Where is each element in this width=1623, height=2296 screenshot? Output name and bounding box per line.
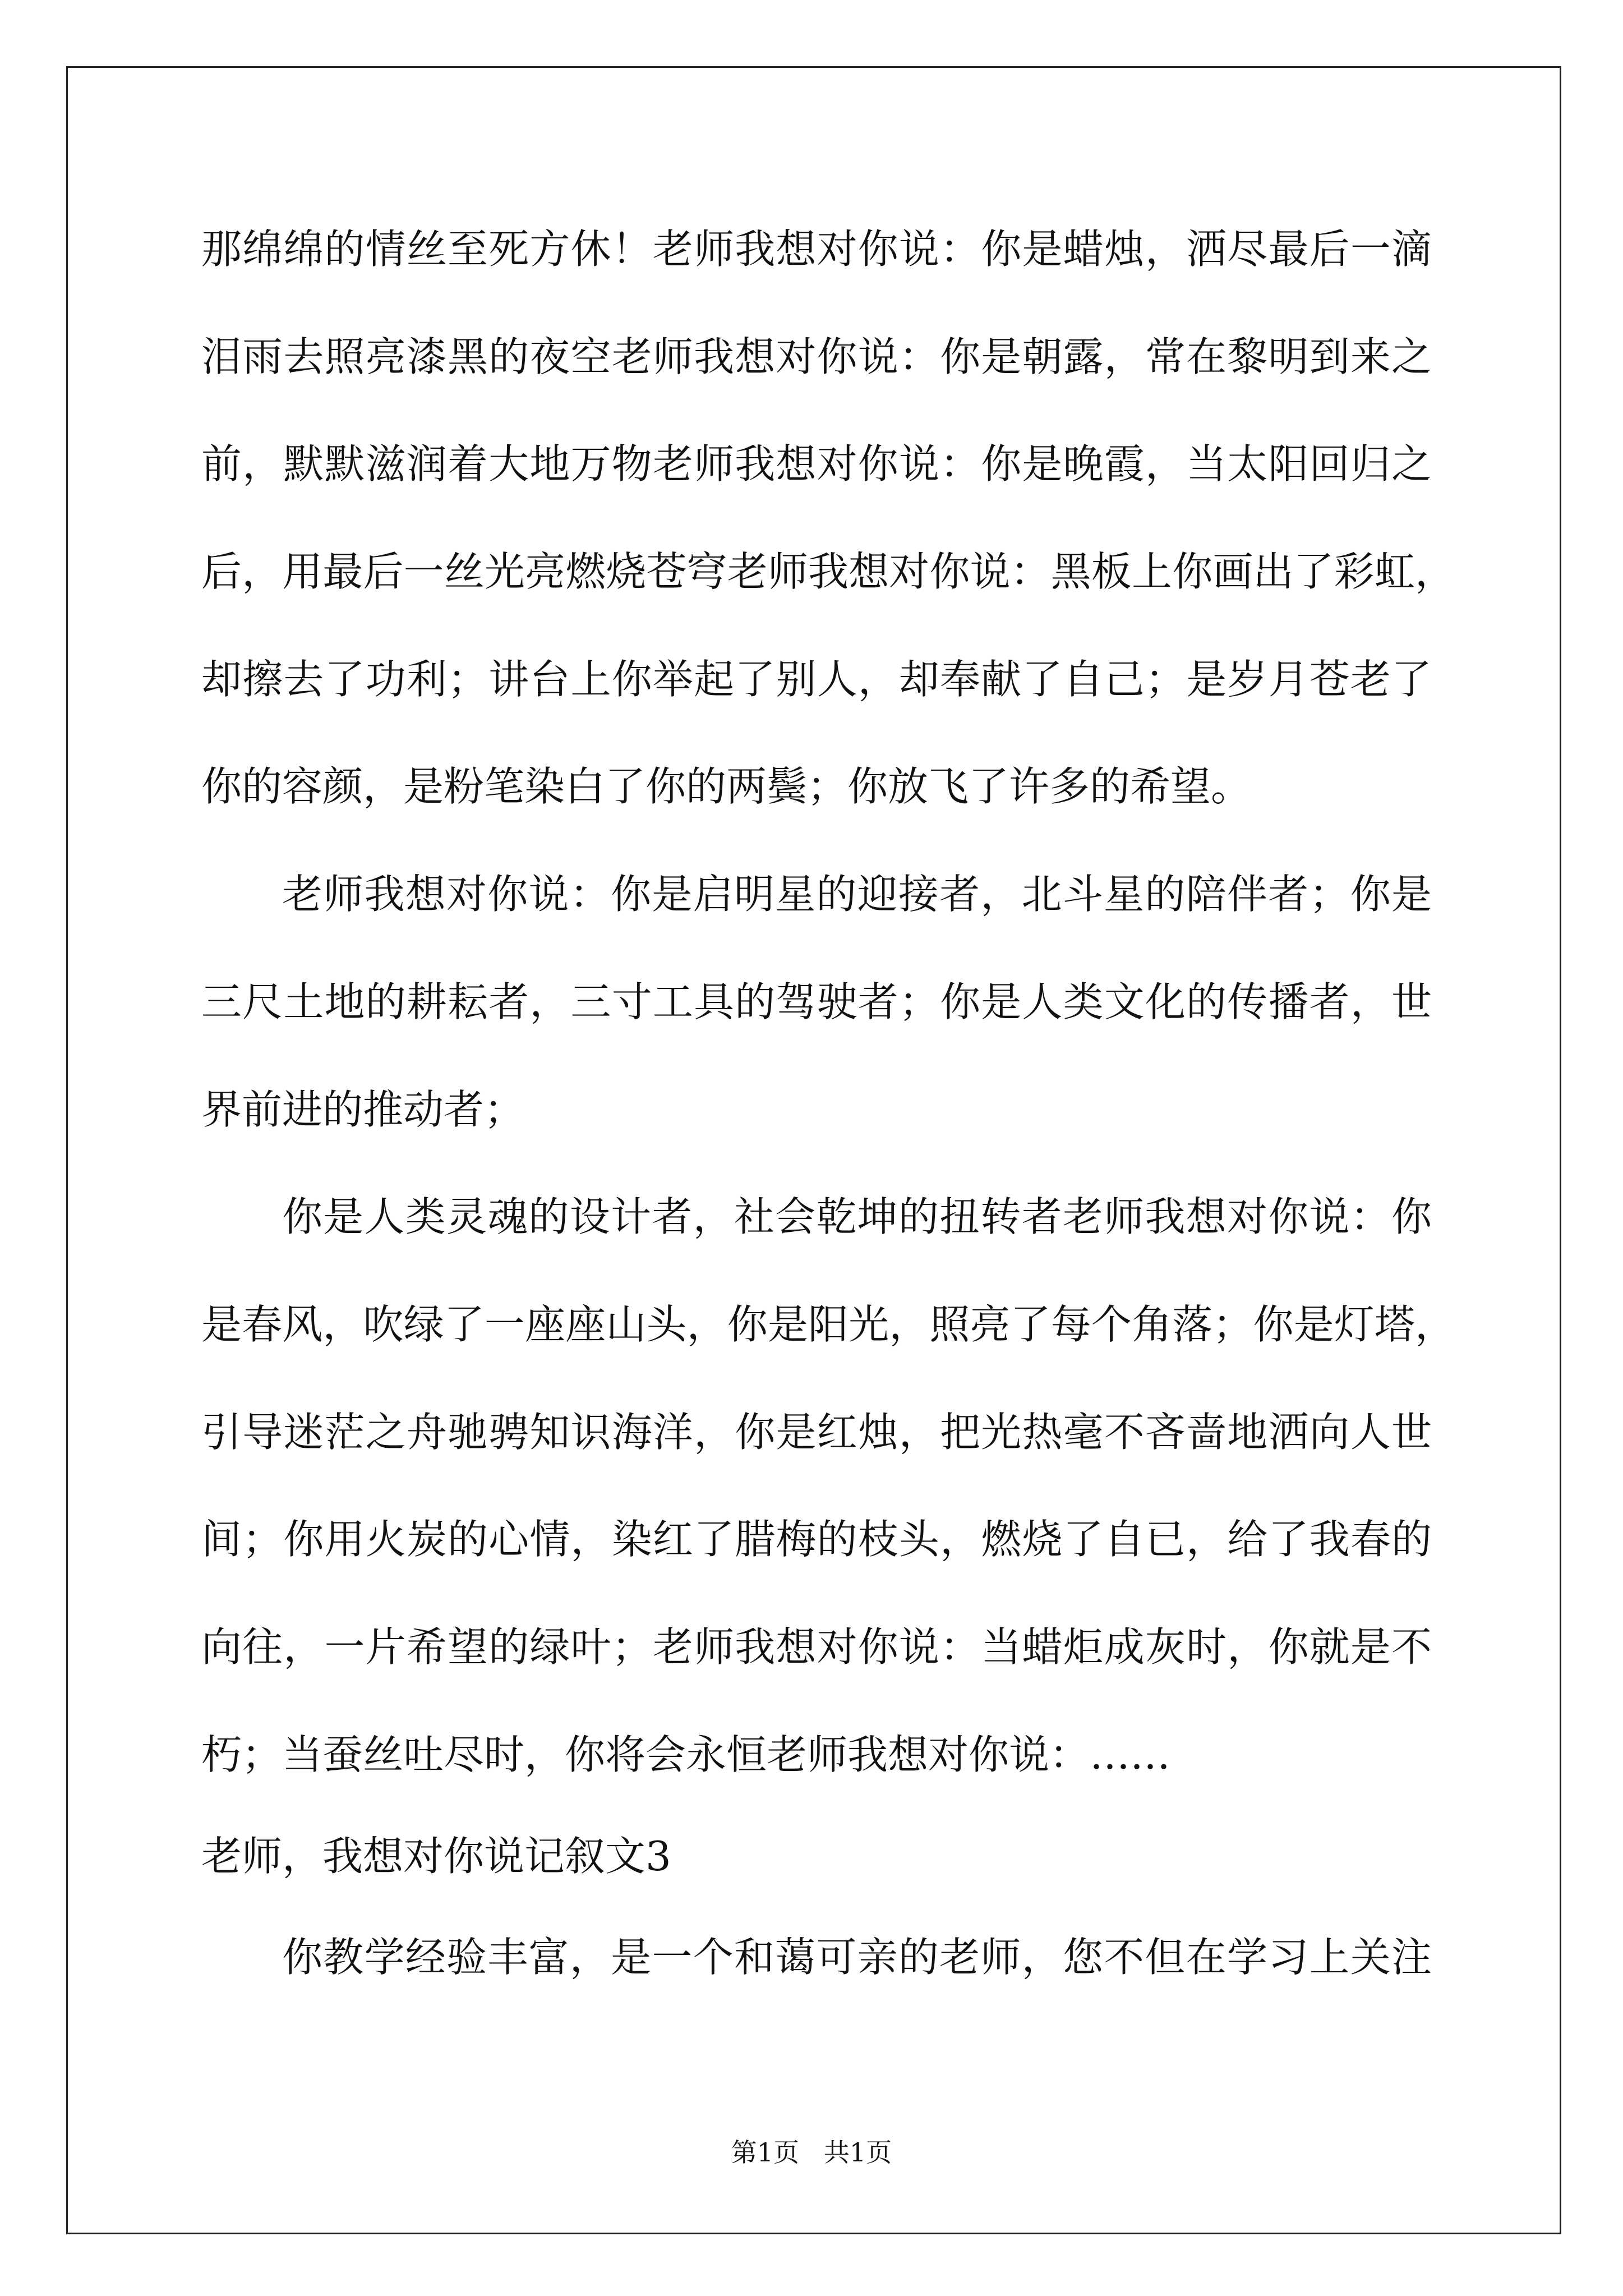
paragraph-1 <box>201 196 1491 841</box>
page-footer: 第1页 共1页 <box>731 2137 892 2168</box>
text-line: 后，用最后一丝光亮燃烧苍穹老师我想对你说：黑板上你画出了彩虹， <box>201 548 1455 596</box>
text-line: 你教学经验丰富，是一个和蔼可亲的老师，您不但在学习上关注 <box>282 1934 1432 1981</box>
text-line: 你是人类灵魂的设计者，社会乾坤的扭转者老师我想对你说：你 <box>282 1193 1432 1241</box>
text-line: 前，默默滋润着大地万物老师我想对你说：你是晚霞，当太阳回归之 <box>201 440 1432 488</box>
text-line: 老师我想对你说：你是启明星的迎接者，北斗星的陪伴者；你是 <box>282 871 1432 918</box>
text-line: 泪雨去照亮漆黑的夜空老师我想对你说：你是朝露，常在黎明到来之 <box>201 333 1432 380</box>
section-heading: 老师，我想对你说记叙文3 <box>201 1833 671 1880</box>
document-body <box>201 196 1491 2012</box>
text-line: 引导迷茫之舟驰骋知识海洋，你是红烛，把光热毫不吝啬地洒向人世 <box>201 1408 1432 1456</box>
paragraph-2 <box>201 841 1491 1163</box>
text-line: 你的容颜，是粉笔染白了你的两鬓；你放飞了许多的希望。 <box>201 763 1252 811</box>
text-line: 向往，一片希望的绿叶；老师我想对你说：当蜡炬成灰时，你就是不 <box>201 1623 1432 1671</box>
text-line: 朽；当蚕丝吐尽时，你将会永恒老师我想对你说：…… <box>201 1731 1171 1778</box>
text-line: 界前进的推动者； <box>201 1085 525 1133</box>
text-line: 间；你用火炭的心情，染红了腊梅的枝头，燃烧了自已，给了我春的 <box>201 1516 1432 1563</box>
text-line: 是春风，吹绿了一座座山头，你是阳光，照亮了每个角落；你是灯塔， <box>201 1300 1455 1348</box>
text-line: 那绵绵的情丝至死方休！老师我想对你说：你是蜡烛，洒尽最后一滴 <box>201 226 1432 273</box>
paragraph-3 <box>201 1163 1491 1809</box>
text-line: 却擦去了功利；讲台上你举起了别人，却奉献了自己；是岁月苍老了 <box>201 655 1432 703</box>
text-line: 三尺土地的耕耘者，三寸工具的驾驶者；你是人类文化的传播者，世 <box>201 978 1432 1025</box>
paragraph-4 <box>201 1904 1491 2012</box>
